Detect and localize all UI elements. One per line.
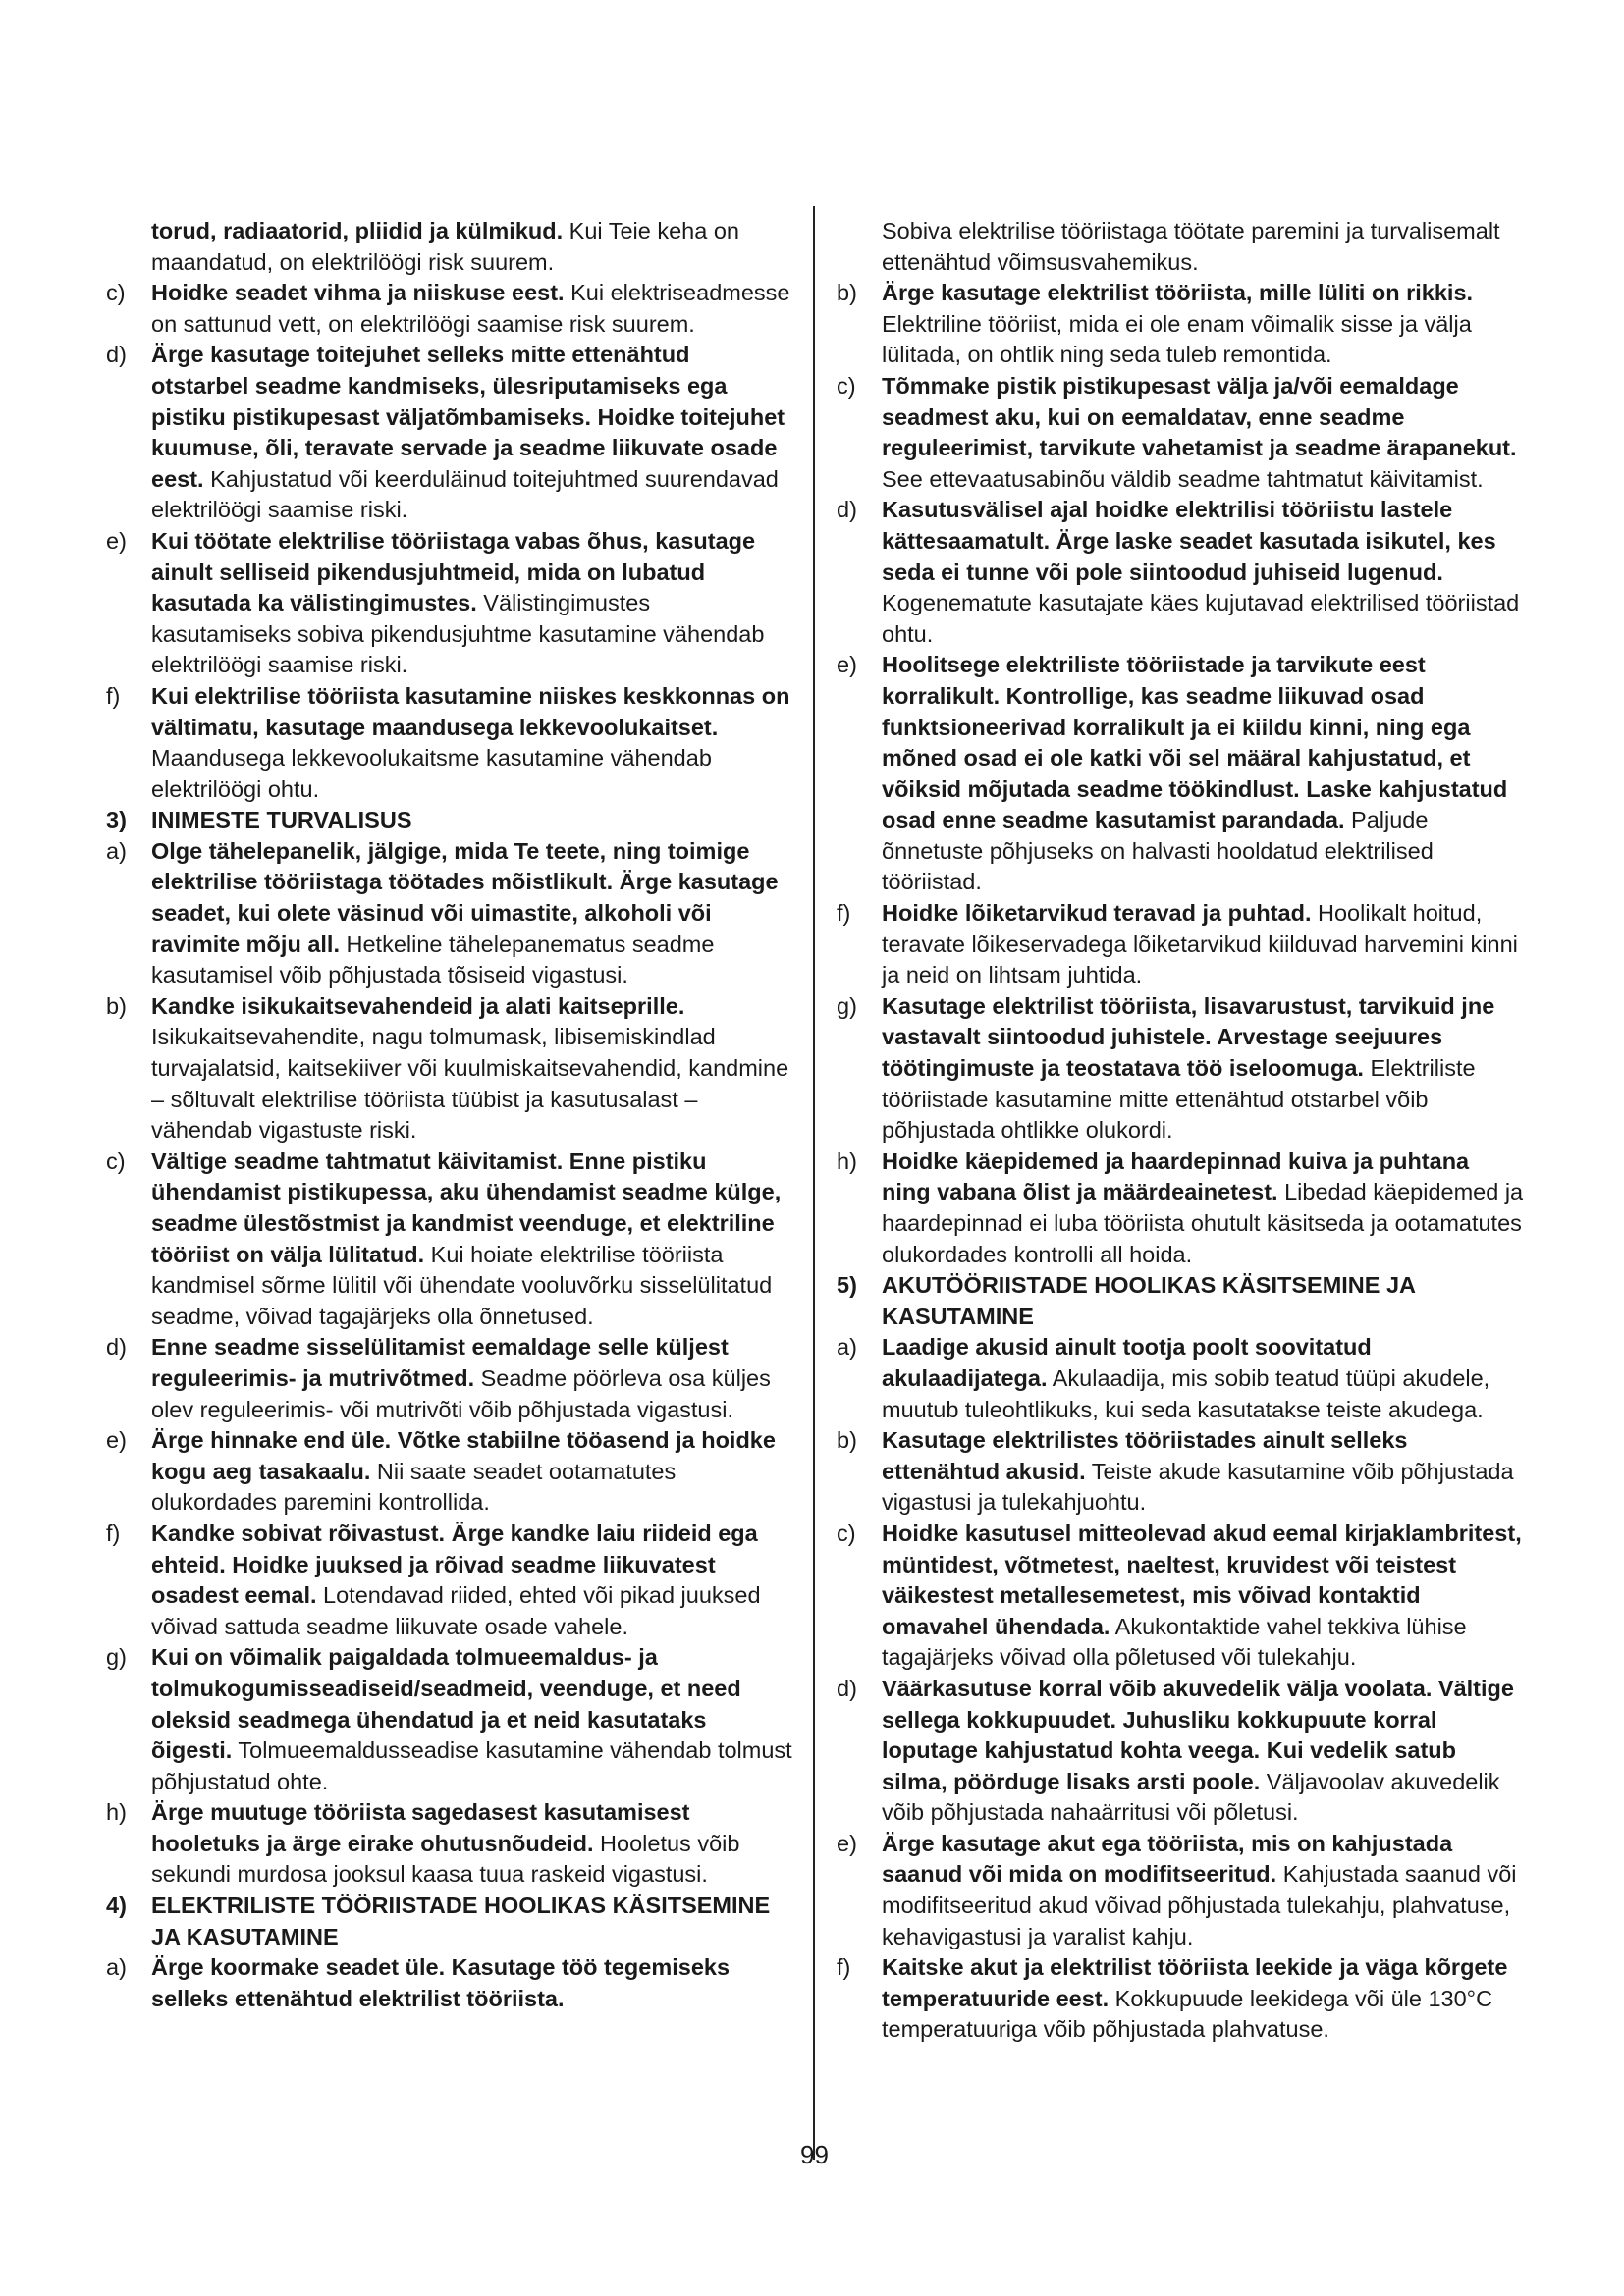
item-label: c) [837, 1520, 856, 1546]
item-label: a) [106, 837, 127, 864]
list-item [837, 1147, 1524, 1270]
item-text: Kogenematute kasutajate käes kujutavad elektrilised tööriistad ohtu. [882, 590, 1520, 647]
item-bold-text: Laadige akusid ainult tootja poolt soovitatud akulaadijatega. [882, 1334, 1372, 1391]
item-bold-text: Kaitske akut ja elektrilist tööriista leekide ja väga kõrgete temperatuuride eest. [882, 1954, 1508, 2011]
item-bold-text: Olge tähelepanelik, jälgige, mida Te teete, ning toimige elektrilise tööriistaga töötades mõistlikult. Ärge kasutage seadet, kui olete väsinud või uimastite, alkoholi või ravimite mõju all. [151, 837, 779, 957]
item-bold-text: Ärge hinnake end üle. Võtke stabiilne tööasend ja hoidke kogu aeg tasakaalu. [151, 1427, 776, 1484]
item-text: Kui hoiate elektrilise tööriista kandmisel sõrme lülitil või ühendate vooluvõrku sisselülitatud seadme, võivad tagajärjeks olla õnnetused. [151, 1241, 773, 1329]
list-item [837, 1829, 1524, 1952]
list-item [106, 278, 793, 340]
item-bold-text: Kandke isikukaitsevahendeid ja alati kaitseprille. [151, 992, 685, 1019]
item-label: h) [837, 1148, 857, 1174]
item-bold-text: Hoolitsege elektriliste tööriistade ja tarvikute eest korralikult. Kontrollige, kas seadme liikuvad osad funktsioneerivad korralikult ja ei kiildu kinni, ning ega mõned osad ei ole katki või sel määral kahjustatud, et võiksid mõjutada seadme töökindlust. Laske kahjustatud osad enne seadme kasutamist parandada. [882, 652, 1508, 833]
item-text: Isikukaitsevahendite, nagu tolmumask, libisemiskindlad turvajalatsid, kaitsekiiver või kuulmiskaitsevahendid, kandmine – sõltuvalt elektrilise tööriista tüübist ja kasutusalast – vähendab vigastuste riski. [151, 1024, 789, 1144]
list-item [106, 1425, 793, 1519]
item-text: Sobiva elektrilise tööriistaga töötate paremini ja turvalisemalt ettenähtud võimsusvahemikus. [882, 218, 1500, 275]
item-text: Maandusega lekkevoolukaitsme kasutamine vähendab elektrilöögi ohtu. [151, 745, 712, 802]
item-label: g) [837, 992, 857, 1019]
item-bold-text: Ärge kasutage toitejuhet selleks mitte ettenähtud otstarbel seadme kandmiseks, ülesriputamiseks ega pistiku pistikupesast väljatõmbamiseks. Hoidke toitejuhet kuumuse, õli, teravate servade ja seadme liikuvate osade eest. [151, 342, 785, 492]
list-item [837, 216, 1524, 278]
section-heading [106, 805, 793, 836]
list-item [837, 1425, 1524, 1519]
list-item [837, 1332, 1524, 1425]
item-label: c) [106, 280, 126, 306]
item-label: d) [106, 342, 127, 368]
item-text: Kahjustada saanud või modifitseeritud akud võivad põhjustada tulekahju, plahvatuse, kehavigastusi ja varalist kahju. [882, 1861, 1517, 1949]
item-text: Seadme pöörleva osa küljes olev reguleerimis- või mutrivõti võib põhjustada vigastusi. [151, 1364, 771, 1422]
item-bold-text: Kui elektrilise tööriista kasutamine niiskes keskkonnas on vältimatu, kasutage maandusega lekkevoolukaitset. [151, 682, 790, 740]
item-label: f) [837, 1954, 851, 1981]
item-label: h) [106, 1799, 127, 1826]
list-item [837, 991, 1524, 1147]
item-bold-text: Enne seadme sisselülitamist eemaldage selle küljest reguleerimis- ja mutrivõtmed. [151, 1334, 729, 1391]
item-label: g) [106, 1644, 127, 1671]
item-label: e) [837, 652, 857, 678]
list-item [106, 1797, 793, 1891]
item-bold-text: Ärge kasutage akut ega tööriista, mis on kahjustada saanud või mida on modifitseeritud. [882, 1830, 1453, 1888]
list-item [106, 526, 793, 681]
item-label: d) [837, 497, 857, 523]
item-label: c) [837, 372, 856, 399]
item-bold-text: Hoidke kasutusel mitteolevad akud eemal kirjaklambritest, müntidest, võtmetest, naeltest, kruvidest või teistest väikestest metallesemetest, mis võivad kontaktid omavahel ühendada. [882, 1520, 1522, 1639]
item-bold-text: AKUTÖÖRIISTADE HOOLIKAS KÄSITSEMINE JA KASUTAMINE [882, 1272, 1416, 1329]
list-item [837, 1952, 1524, 2046]
item-text: Elektriliste tööriistade kasutamine mitte ettenähtud otstarbel võib põhjustada ohtlikke olukordi. [882, 1055, 1476, 1144]
item-bold-text: torud, radiaatorid, pliidid ja külmikud. [151, 218, 564, 243]
item-label: d) [837, 1675, 857, 1701]
item-label: b) [837, 280, 857, 306]
list-item [106, 1332, 793, 1425]
item-text: Elektriline tööriist, mida ei ole enam võimalik sisse ja välja lülitada, on ohtlik ning seda tuleb remontida. [882, 310, 1472, 368]
item-bold-text: Hoidke seadet vihma ja niiskuse eest. [151, 280, 565, 306]
list-item [837, 278, 1524, 371]
item-bold-text: Kasutage elektrilist tööriista, lisavarustust, tarvikuid jne vastavalt siintoodud juhistele. Arvestage seejuures töötingimuste ja teostatava töö iseloomuga. [882, 992, 1495, 1082]
list-item [106, 1952, 793, 2014]
item-bold-text: Ärge koormake seadet üle. Kasutage töö tegemiseks selleks ettenähtud elektrilist tööriista. [151, 1954, 731, 2011]
item-label: b) [837, 1427, 857, 1454]
item-text: Hoolikalt hoitud, teravate lõikeservadega lõiketarvikud kiilduvad harvemini kinni ja neid on lihtsam juhtida. [882, 900, 1518, 988]
list-item [106, 836, 793, 991]
item-bold-text: Kui töötate elektrilise tööriistaga vabas õhus, kasutage ainult selliseid pikendusjuhtmeid, mida on lubatud kasutada ka välistingimustes. [151, 527, 756, 616]
item-text: Akulaadija, mis sobib teatud tüüpi akudele, muutub tuleohtlikuks, kui seda kasutatakse teiste akudega. [882, 1364, 1490, 1422]
list-item [106, 1147, 793, 1333]
item-text: Libedad käepidemed ja haardepinnad ei luba tööriista ohutult käsitseda ja ootamatutes olukordades kontrolli all hoida. [882, 1179, 1524, 1267]
item-text: Hetkeline tähelepanematus seadme kasutamisel võib põhjustada tõsiseid vigastusi. [151, 931, 715, 988]
item-bold-text: Kasutusvälisel ajal hoidke elektrilisi tööriistu lastele kättesaamatult. Ärge laske seadet kasutada isikutel, kes seda ei tunne või pole siintoodud juhiseid lugenud. [882, 497, 1496, 585]
item-label: a) [837, 1334, 857, 1361]
list-item [837, 898, 1524, 991]
column-divider [813, 206, 815, 2160]
item-bold-text: Kui on võimalik paigaldada tolmueemaldus- ja tolmukogumisseadiseid/seadmeid, veenduge, et need oleksid seadmega ühendatud ja et neid kasutataks õigesti. [151, 1644, 741, 1764]
item-bold-text: Kasutage elektrilistes tööriistades ainult selleks ettenähtud akusid. [882, 1427, 1408, 1484]
item-label: e) [837, 1830, 857, 1856]
item-label: 5) [837, 1272, 857, 1299]
list-item [106, 1642, 793, 1797]
item-text: Kokkupuude leekidega või üle 130°C temperatuuriga võib põhjustada plahvatuse. [882, 1985, 1493, 2043]
item-bold-text: Kandke sobivat rõivastust. Ärge kandke laiu riideid ega ehteid. Hoidke juuksed ja rõivad seadme liikuvatest osadest eemal. [151, 1520, 758, 1609]
item-bold-text: Hoidke käepidemed ja haardepinnad kuiva ja puhtana ning vabana õlist ja määrdeainetest. [882, 1148, 1470, 1205]
item-label: b) [106, 992, 127, 1019]
item-bold-text: Ärge muutuge tööriista sagedasest kasutamisest hooletuks ja ärge eirake ohutusnõudeid. [151, 1799, 690, 1856]
item-text: Tolmueemaldusseadise kasutamine vähendab tolmust põhjustatud ohte. [151, 1737, 792, 1794]
item-text: Paljude õnnetuste põhjuseks on halvasti hooldatud elektrilised tööriistad. [882, 807, 1434, 895]
item-bold-text: Ärge kasutage elektrilist tööriista, mille lüliti on rikkis. [882, 280, 1474, 306]
list-item [106, 216, 793, 278]
item-text: Välistingimustes kasutamiseks sobiva pikendusjuhtme kasutamine vähendab elektrilöögi saamise riski. [151, 590, 765, 678]
item-text: Nii saate seadet ootamatutes olukordades paremini kontrollida. [151, 1458, 677, 1516]
item-label: d) [106, 1334, 127, 1361]
item-text: Hooletus võib sekundi murdosa jooksul kaasa tuua raskeid vigastusi. [151, 1830, 740, 1888]
item-label: f) [106, 682, 121, 709]
list-item [106, 340, 793, 526]
item-label: e) [106, 1427, 127, 1454]
list-item [837, 371, 1524, 495]
right-column [837, 216, 1524, 2046]
section-heading [837, 1270, 1524, 1332]
item-text: Teiste akude kasutamine võib põhjustada vigastusi ja tulekahjuohtu. [882, 1458, 1514, 1516]
left-column [106, 216, 793, 2014]
item-label: f) [837, 900, 851, 927]
item-bold-text: Väärkasutuse korral võib akuvedelik välja voolata. Vältige sellega kokkupuudet. Juhusliku kokkupuute korral loputage kahjustatud kohta veega. Kui vedelik satub silma, pöörduge lisaks arsti poole. [882, 1675, 1514, 1794]
item-label: 3) [106, 807, 127, 833]
item-bold-text: Tõmmake pistik pistikupesast välja ja/või eemaldage seadmest aku, kui on eemaldatav, enne seadme reguleerimist, tarvikute vahetamist ja seadme ärapanekut. [882, 372, 1517, 461]
list-item [106, 991, 793, 1147]
list-item [837, 1519, 1524, 1674]
section-heading [106, 1891, 793, 1952]
item-label: f) [106, 1520, 121, 1546]
item-label: a) [106, 1954, 127, 1981]
item-label: e) [106, 527, 127, 554]
item-text: Akukontaktide vahel tekkiva lühise tagajärjeks võivad olla põletused või tulekahju. [882, 1613, 1467, 1671]
list-item [837, 1674, 1524, 1829]
item-text: Kui Teie keha on maandatud, on elektrilöögi risk suurem. [151, 218, 739, 275]
page-number: 99 [800, 2140, 829, 2169]
item-bold-text: ELEKTRILISTE TÖÖRIISTADE HOOLIKAS KÄSITSEMINE JA KASUTAMINE [151, 1893, 771, 1949]
list-item [837, 650, 1524, 898]
item-bold-text: INIMESTE TURVALISUS [151, 807, 412, 833]
list-item [106, 681, 793, 805]
list-item [106, 1519, 793, 1642]
item-text: Kui elektriseadmesse on sattunud vett, on elektrilöögi saamise risk suurem. [151, 280, 790, 337]
list-item [837, 495, 1524, 650]
item-text: See ettevaatusabinõu väldib seadme tahtmatut käivitamist. [882, 465, 1484, 492]
item-text: Lotendavad riided, ehted või pikad juuksed võivad sattuda seadme liikuvate osade vahele. [151, 1582, 761, 1639]
item-label: c) [106, 1148, 126, 1174]
item-bold-text: Hoidke lõiketarvikud teravad ja puhtad. [882, 900, 1312, 927]
item-text: Kahjustatud või keerduläinud toitejuhtmed suurendavad elektrilöögi saamise riski. [151, 465, 779, 523]
item-text: Väljavoolav akuvedelik võib põhjustada nahaärritusi või põletusi. [882, 1768, 1500, 1826]
item-label: 4) [106, 1893, 127, 1919]
item-bold-text: Vältige seadme tahtmatut käivitamist. Enne pistiku ühendamist pistikupessa, aku ühendamist seadme külge, seadme ülestõstmist ja kandmist veenduge, et elektriline tööriist on välja lülitatud. [151, 1148, 782, 1267]
